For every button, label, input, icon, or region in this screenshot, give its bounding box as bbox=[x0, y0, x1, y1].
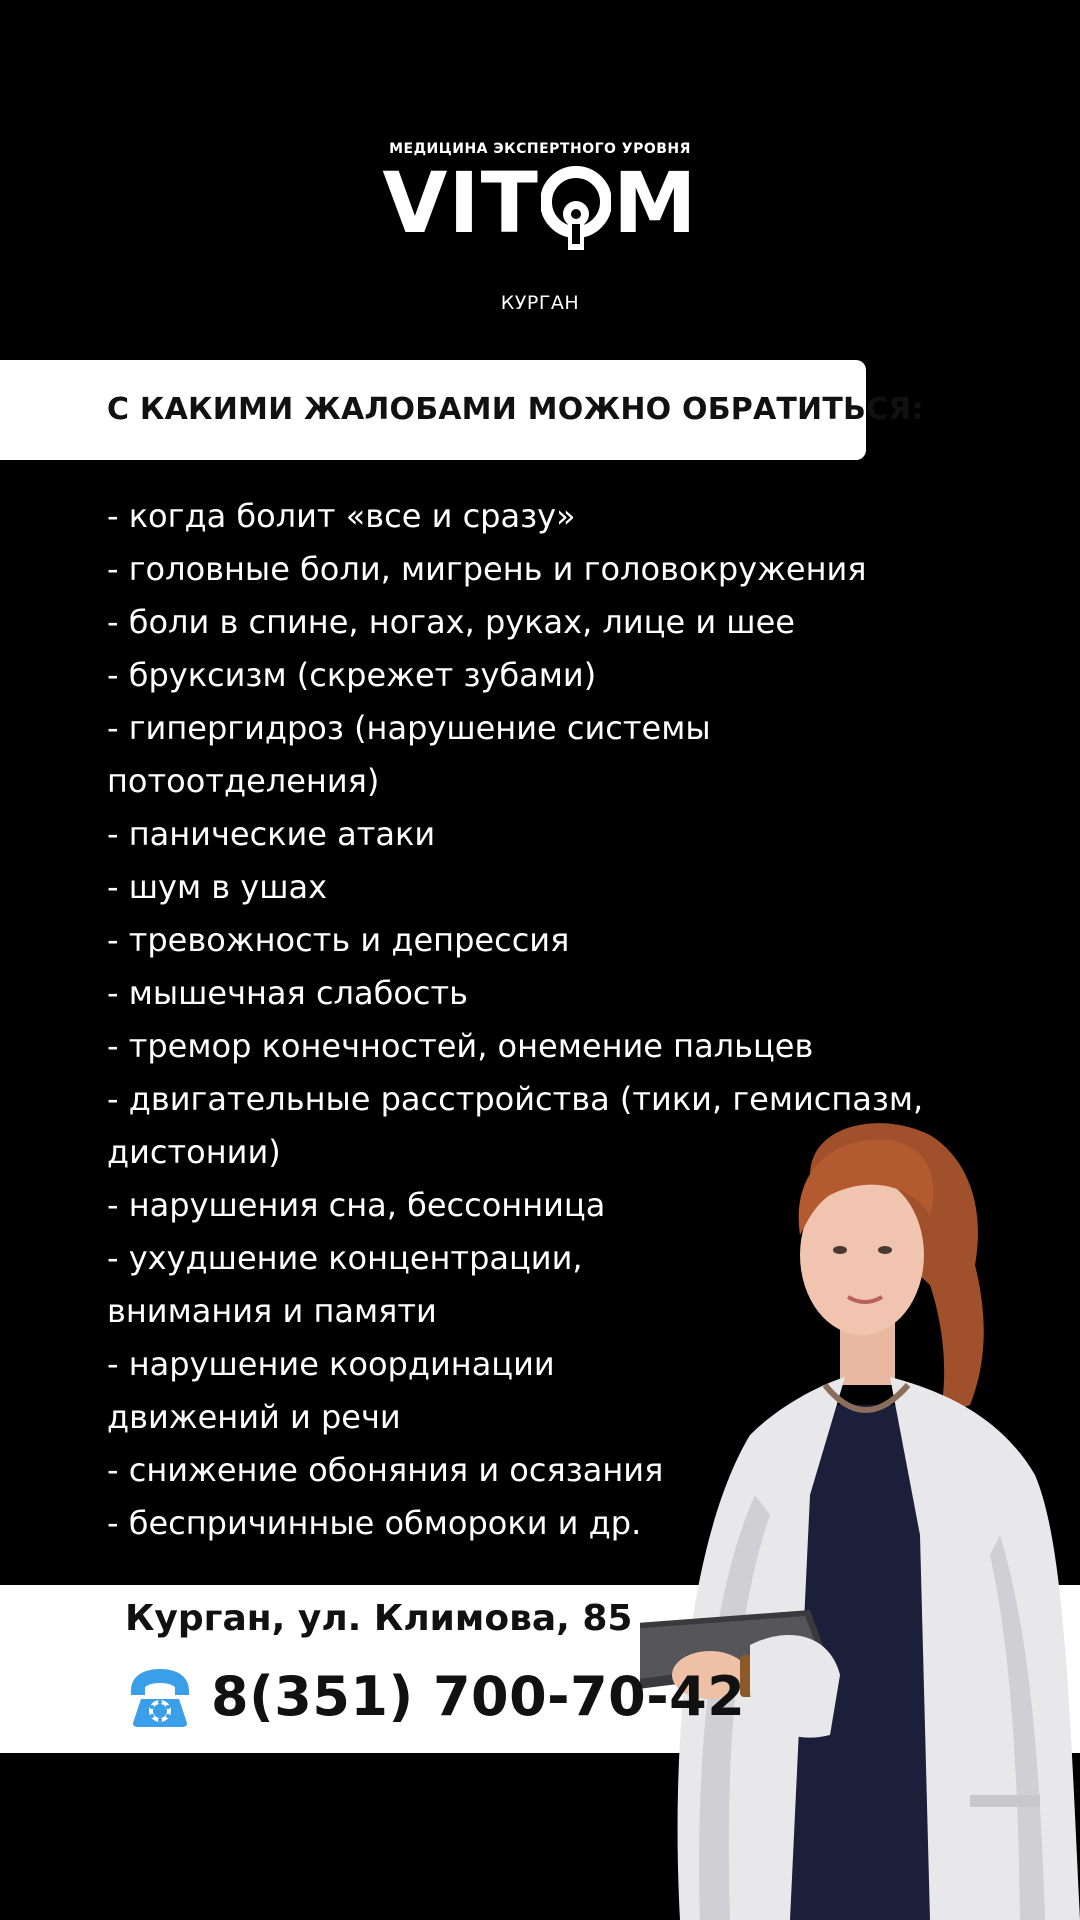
clinic-address: Курган, ул. Климова, 85 bbox=[125, 1598, 633, 1639]
complaints-title: С КАКИМИ ЖАЛОБАМИ МОЖНО ОБРАТИТЬСЯ: bbox=[107, 392, 924, 427]
list-item: - нарушение координации bbox=[107, 1345, 555, 1383]
doctor-photo bbox=[640, 1115, 1080, 1920]
brand-tagline: МЕДИЦИНА ЭКСПЕРТНОГО УРОВНЯ bbox=[389, 141, 691, 157]
list-item: - снижение обоняния и осязания bbox=[107, 1451, 664, 1489]
list-item: - головные боли, мигрень и головокружения bbox=[107, 550, 867, 588]
list-item: - боли в спине, ногах, руках, лице и шее bbox=[107, 603, 795, 641]
list-item: - нарушения сна, бессонница bbox=[107, 1186, 606, 1224]
list-item: - бруксизм (скрежет зубами) bbox=[107, 656, 597, 694]
list-item: - двигательные расстройства (тики, гемиспазм, bbox=[107, 1080, 924, 1118]
list-item: - тремор конечностей, онемение пальцев bbox=[107, 1027, 814, 1065]
list-item: - беспричинные обмороки и др. bbox=[107, 1504, 642, 1542]
list-item: - шум в ушах bbox=[107, 868, 328, 906]
rotary-phone-icon bbox=[125, 1661, 195, 1731]
complaints-banner bbox=[0, 360, 924, 460]
logo-left-letters: VIT bbox=[382, 154, 539, 252]
logo-right-letters: M bbox=[612, 154, 698, 252]
list-item: потоотделения) bbox=[107, 762, 380, 800]
brand-header bbox=[0, 140, 1080, 252]
list-item: - тревожность и депрессия bbox=[107, 921, 570, 959]
list-item: дистонии) bbox=[107, 1133, 281, 1171]
phone-number[interactable]: 8(351) 700-70-42 bbox=[211, 1664, 746, 1728]
list-item: - когда болит «все и сразу» bbox=[107, 497, 576, 535]
list-item: внимания и памяти bbox=[107, 1292, 437, 1330]
list-item: движений и речи bbox=[107, 1398, 401, 1436]
city-label: КУРГАН bbox=[500, 292, 580, 314]
vitom-logo bbox=[382, 154, 698, 252]
list-item: - гипергидроз (нарушение системы bbox=[107, 709, 711, 747]
phone-row[interactable] bbox=[125, 1660, 745, 1732]
list-item: - ухудшение концентрации, bbox=[107, 1239, 583, 1277]
list-item: - мышечная слабость bbox=[107, 974, 469, 1012]
logo-keyhole-o-icon bbox=[541, 162, 611, 262]
list-item: - панические атаки bbox=[107, 815, 436, 853]
